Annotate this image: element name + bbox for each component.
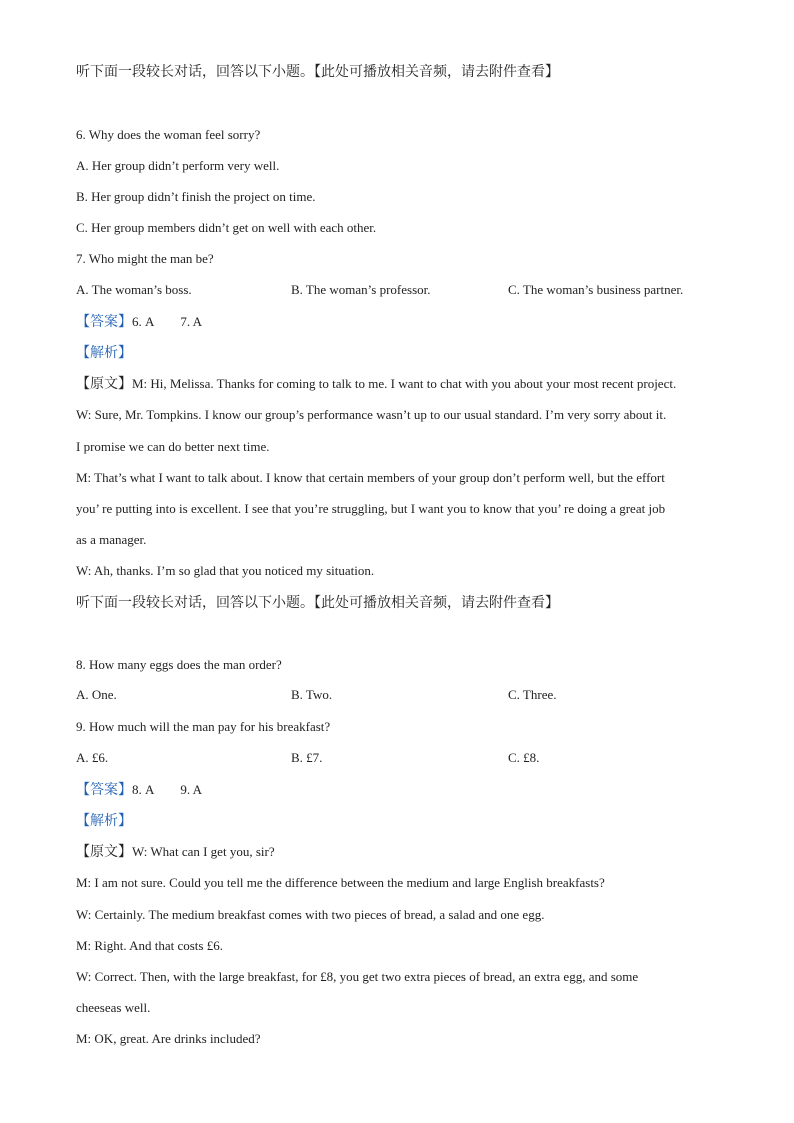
q8-option-a: A. One. (76, 687, 117, 702)
q8-options (76, 687, 716, 705)
transcript-line: W: Certainly. The medium breakfast comes with two pieces of bread, a salad and one egg. (76, 907, 545, 922)
q9-option-c: C. £8. (508, 750, 540, 765)
transcript-line: you’ re putting into is excellent. I see that you’re struggling, but I want you to know that you’ re doing a great job (76, 501, 666, 516)
q7-option-a: A. The woman’s boss. (76, 282, 192, 297)
analysis-tag: 【解析】 (76, 345, 132, 361)
transcript-line: M: OK, great. Are drinks included? (76, 1031, 261, 1046)
question-7: 7. Who might the man be? (76, 251, 214, 266)
answer-7: 7. A (180, 314, 203, 329)
listening-instruction: 听下面一段较长对话，回答以下小题。【此处可播放相关音频，请去附件查看】 (76, 595, 559, 611)
q8-option-c: C. Three. (508, 687, 557, 702)
transcript-line: W: Ah, thanks. I’m so glad that you noticed my situation. (76, 563, 375, 578)
question-6: 6. Why does the woman feel sorry? (76, 127, 261, 142)
q8-option-b: B. Two. (291, 687, 333, 702)
analysis-tag: 【解析】 (76, 813, 132, 829)
analysis-line (76, 812, 132, 830)
answer-tag: 【答案】 (76, 782, 132, 798)
q9-options (76, 750, 716, 768)
q7-option-b: B. The woman’s professor. (291, 282, 431, 297)
answer-tag: 【答案】 (76, 314, 132, 330)
transcript-text: W: What can I get you, sir? (132, 844, 275, 859)
transcript-line: W: Correct. Then, with the large breakfast, for £8, you get two extra pieces of bread, an extra egg, and some (76, 969, 639, 984)
q7-options (76, 282, 716, 300)
transcript-line: M: I am not sure. Could you tell me the difference between the medium and large English breakfasts? (76, 875, 605, 890)
q9-option-a: A. £6. (76, 750, 109, 765)
answer-line (76, 781, 202, 799)
answer-6: 6. A (132, 314, 155, 329)
transcript-text: M: Hi, Melissa. Thanks for coming to talk to me. I want to chat with you about your most recent project. (132, 376, 677, 391)
transcript-line: W: Sure, Mr. Tompkins. I know our group’s performance wasn’t up to our usual standard. I’m very sorry about it. (76, 407, 667, 422)
transcript-line: I promise we can do better next time. (76, 439, 270, 454)
listening-instruction: 听下面一段较长对话，回答以下小题。【此处可播放相关音频，请去附件查看】 (76, 64, 559, 80)
transcript-line: as a manager. (76, 532, 147, 547)
answer-9: 9. A (180, 782, 203, 797)
q6-option-b: B. Her group didn’t finish the project on time. (76, 189, 316, 204)
transcript-line (76, 843, 275, 861)
analysis-line (76, 344, 132, 362)
transcript-line: cheeseas well. (76, 1000, 151, 1015)
original-tag: 【原文】 (76, 844, 132, 860)
transcript-line: M: Right. And that costs £6. (76, 938, 223, 953)
original-tag: 【原文】 (76, 376, 132, 392)
transcript-line: M: That’s what I want to talk about. I know that certain members of your group don’t perform well, but the effort (76, 470, 665, 485)
question-9: 9. How much will the man pay for his breakfast? (76, 719, 331, 734)
answer-line (76, 313, 202, 331)
answer-8: 8. A (132, 782, 155, 797)
q7-option-c: C. The woman’s business partner. (508, 282, 684, 297)
q9-option-b: B. £7. (291, 750, 323, 765)
q6-option-a: A. Her group didn’t perform very well. (76, 158, 280, 173)
q6-option-c: C. Her group members didn’t get on well with each other. (76, 220, 377, 235)
question-8: 8. How many eggs does the man order? (76, 657, 282, 672)
transcript-line (76, 375, 676, 393)
